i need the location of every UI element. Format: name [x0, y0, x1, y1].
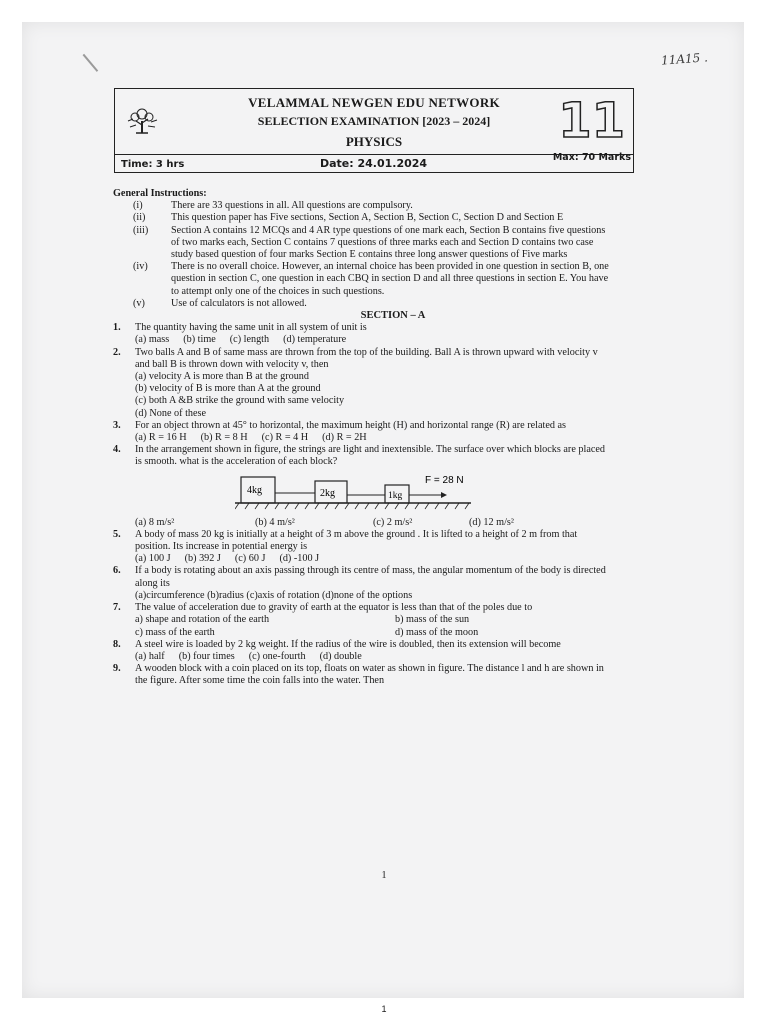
question-paper-body [113, 188, 613, 688]
question-4 [113, 444, 613, 468]
exam-header [114, 88, 634, 173]
question-number: 3. [113, 419, 121, 431]
instruction-text: This question paper has Five sections, Section A, Section B, Section C, Section D and Section E [171, 212, 564, 224]
instruction-item [113, 212, 613, 224]
instruction-number: (iii) [133, 224, 149, 236]
option: a) shape and rotation of the earth [135, 614, 270, 626]
option: (d) -100 J [279, 553, 320, 565]
instruction-item [113, 225, 613, 262]
exam-date: Date: 24.01.2024 [320, 157, 428, 170]
option: (d) 12 m/s² [469, 516, 514, 528]
section-heading: SECTION – A [360, 310, 426, 322]
question-text: The quantity having the same unit in all system of unit is [135, 322, 367, 334]
question-8-options [113, 651, 613, 663]
question-text: Two balls A and B of same mass are thrown from the top of the building. Ball A is thrown upward with velocity v and ball B is thrown down with velocity v, then [135, 346, 598, 370]
question-6-options: (a)circumference (b)radius (c)axis of rotation (d)none of the options [135, 589, 413, 601]
outer-page-number: 1 [381, 1004, 387, 1014]
grade-number: 11 [558, 93, 625, 149]
question-text: A body of mass 20 kg is initially at a height of 3 m above the ground . It is lifted to a height of 2 m from that position. Its increase in potential energy is [135, 528, 578, 553]
block-2kg-label: 2kg [320, 487, 335, 499]
question-number: 2. [113, 346, 121, 358]
instruction-text: There are 33 questions in all. All questions are compulsory. [171, 200, 413, 212]
handwritten-note: 11A15 . [660, 50, 709, 68]
instruction-number: (v) [133, 297, 145, 309]
question-1 [113, 322, 613, 334]
blocks-diagram [235, 471, 475, 515]
question-text: A wooden block with a coin placed on its top, floats on water as shown in figure. The distance l and h are shown in the figure. After some time the coin falls into the water. Then [135, 663, 604, 687]
option: (c) both A &B strike the ground with same velocity [135, 395, 345, 407]
instruction-item [113, 298, 613, 310]
option: (d) None of these [135, 407, 207, 419]
question-1-options [113, 334, 613, 346]
question-number: 9. [113, 663, 121, 675]
option: (b) R = 8 H [200, 432, 248, 444]
option: (d) temperature [283, 334, 347, 346]
question-5 [113, 529, 613, 553]
question-7-options [113, 614, 613, 638]
option: (c) 60 J [234, 553, 266, 565]
instruction-number: (ii) [133, 212, 146, 224]
option: (a) 8 m/s² [135, 516, 175, 528]
option: (b) velocity of B is more than A at the ground [135, 383, 321, 395]
question-number: 8. [113, 638, 121, 650]
page-number: 1 [381, 870, 387, 881]
instruction-item [113, 261, 613, 298]
option: (d) R = 2H [322, 432, 367, 444]
question-text: If a body is rotating about an axis passing through its centre of mass, the angular momentum of the body is directed along its [135, 565, 606, 589]
block-1kg-label: 1kg [388, 490, 403, 501]
block-4kg-label: 4kg [247, 484, 262, 496]
instruction-text: There is no overall choice. However, an internal choice has been provided in one question in section B, one question in section C, one question in each CBQ in section D and all three questions in section E. You have to attempt only one of the choices in such questions. [171, 261, 609, 297]
option: (b) 392 J [184, 553, 221, 565]
question-text: In the arrangement shown in figure, the strings are light and inextensible. The surface over which blocks are placed is smooth. what is the acceleration of each block? [135, 444, 605, 468]
question-text: For an object thrown at 45° to horizontal, the maximum height (H) and horizontal range (R) are related as [135, 419, 566, 431]
question-number: 7. [113, 602, 121, 614]
question-text: A steel wire is loaded by 2 kg weight. If the radius of the wire is doubled, then its extension will become [135, 638, 561, 650]
question-text: The value of acceleration due to gravity of earth at the equator is less than that of the poles due to [135, 602, 533, 614]
question-8 [113, 639, 613, 651]
option: (d) double [319, 650, 362, 662]
option: (b) 4 m/s² [255, 516, 295, 528]
question-5-options [113, 553, 613, 565]
question-7 [113, 602, 613, 614]
question-number: 6. [113, 565, 121, 577]
option: d) mass of the moon [395, 626, 479, 638]
option: (a) 100 J [135, 553, 171, 565]
option: (a) R = 16 H [135, 432, 187, 444]
question-9 [113, 663, 613, 687]
question-2 [113, 347, 613, 371]
question-3 [113, 420, 613, 432]
instruction-text: Use of calculators is not allowed. [171, 297, 307, 309]
question-6 [113, 565, 613, 589]
option: c) mass of the earth [135, 626, 215, 638]
question-3-options [113, 432, 613, 444]
option: (a) velocity A is more than B at the ground [135, 371, 309, 383]
question-number: 5. [113, 528, 121, 540]
force-label: F = 28 N [425, 474, 464, 486]
option: (c) R = 4 H [261, 432, 309, 444]
force-arrowhead [441, 492, 447, 498]
exam-duration: Time: 3 hrs [121, 159, 185, 170]
option: (a) half [135, 650, 165, 662]
question-number: 1. [113, 322, 121, 334]
question-4-options [113, 517, 613, 529]
subject-title: PHYSICS [345, 134, 403, 149]
instruction-number: (iv) [133, 261, 148, 273]
option: (b) time [183, 334, 216, 346]
instructions-title: General Instructions: [113, 188, 207, 199]
option: (c) one-fourth [248, 650, 306, 662]
organization-name: VELAMMAL NEWGEN EDU NETWORK [248, 95, 500, 110]
option: b) mass of the sun [395, 614, 470, 626]
instruction-item [113, 200, 613, 212]
option: (b) four times [178, 650, 235, 662]
instruction-text: Section A contains 12 MCQs and 4 AR type questions of one mark each, Section B contains five questions of two marks each, Section C contains 7 questions of three marks each and Section D contains two case study based question of four marks Section E contains three long answer questions of Five marks [171, 224, 606, 261]
blocks-figure [135, 469, 613, 517]
exam-title: SELECTION EXAMINATION [2023 – 2024] [257, 114, 491, 128]
max-marks: Max: 70 Marks [552, 152, 631, 163]
question-number: 4. [113, 444, 121, 456]
option: (c) 2 m/s² [373, 516, 413, 528]
option: (c) length [229, 334, 270, 346]
option: (a) mass [135, 334, 170, 346]
instruction-number: (i) [133, 200, 143, 212]
